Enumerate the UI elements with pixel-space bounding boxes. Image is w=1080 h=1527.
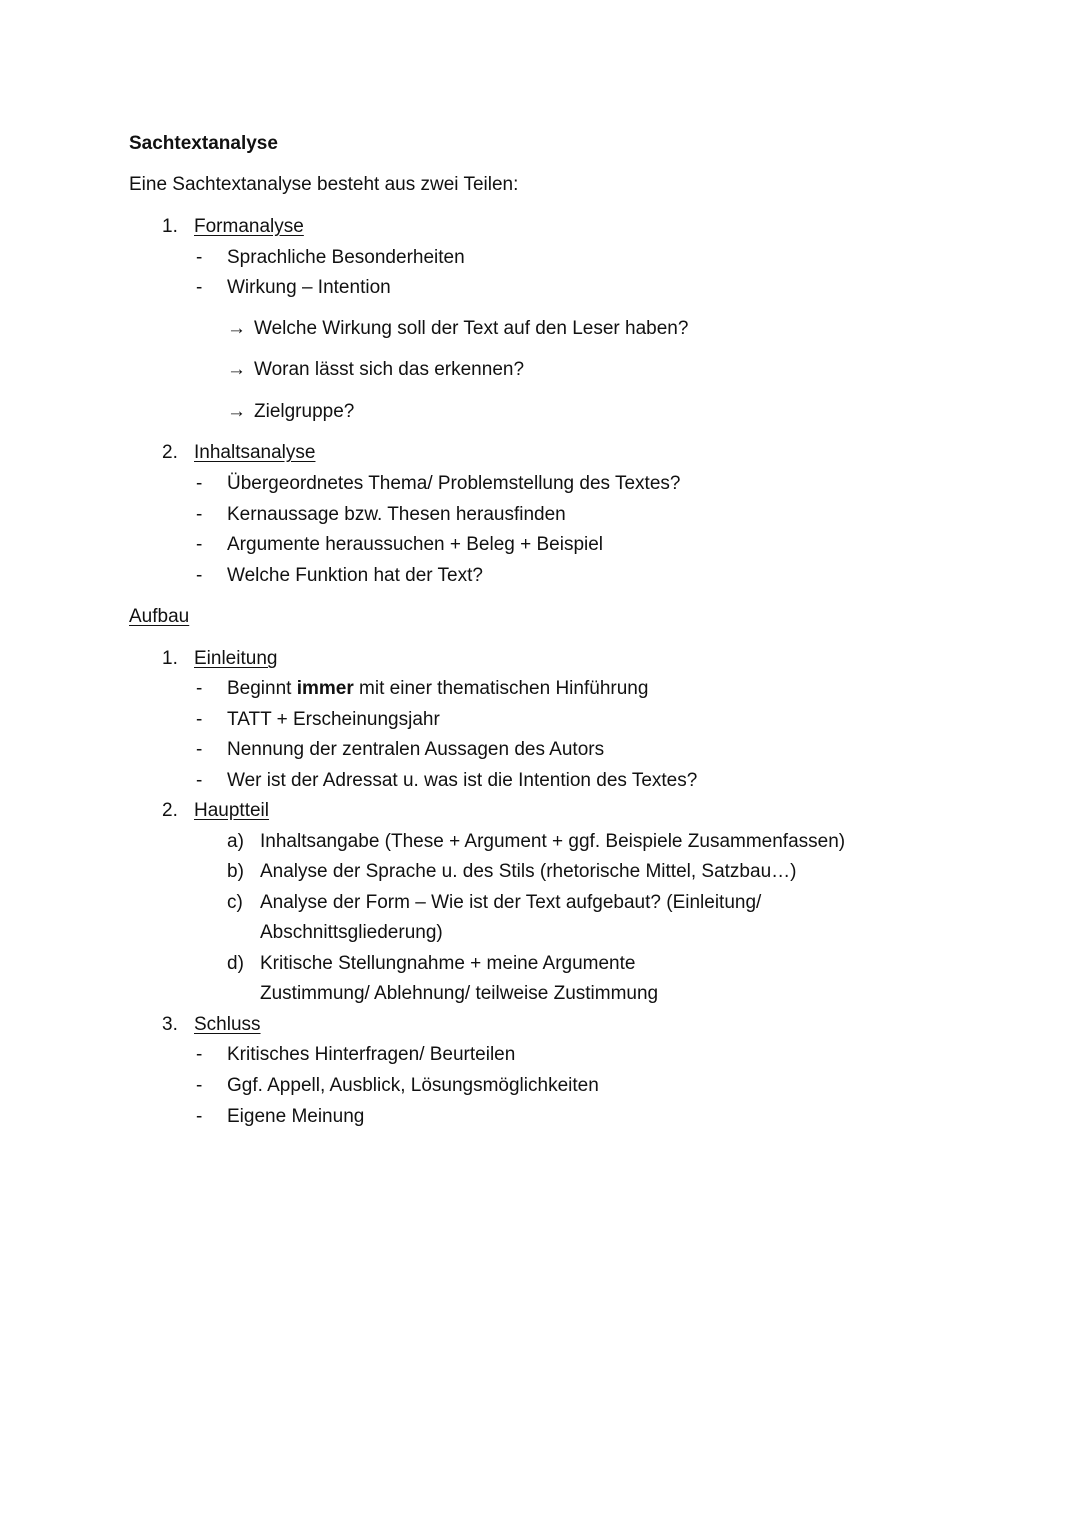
bullet-dash: - [196,1106,203,1127]
list-item: Welche Funktion hat der Text? [227,565,483,586]
list-number: 3. [162,1014,178,1035]
section-heading-inhaltsanalyse: Inhaltsanalyse [194,442,316,463]
bullet-dash: - [196,739,203,760]
arrow-icon: → [227,359,246,380]
section-heading-schluss: Schluss [194,1014,261,1035]
document-title: Sachtextanalyse [129,133,278,154]
list-item: Inhaltsangabe (These + Argument + ggf. Beispiele Zusammenfassen) [260,831,846,852]
arrow-item: Welche Wirkung soll der Text auf den Leser haben? [254,318,689,339]
list-item: Eigene Meinung [227,1106,365,1127]
bullet-dash: - [196,504,203,525]
list-item: Übergeordnetes Thema/ Problemstellung des Textes? [227,473,681,494]
list-number: 1. [162,648,178,669]
list-item: Analyse der Sprache u. des Stils (rhetorische Mittel, Satzbau…) [260,861,797,882]
bullet-dash: - [196,277,203,298]
list-item: Sprachliche Besonderheiten [227,247,465,268]
list-item: TATT + Erscheinungsjahr [227,709,440,730]
list-number: 2. [162,442,178,463]
list-item: Ggf. Appell, Ausblick, Lösungsmöglichkeiten [227,1075,599,1096]
intro-text: Eine Sachtextanalyse besteht aus zwei Teilen: [129,174,519,195]
emphasis-text: immer [296,678,354,699]
bullet-dash: - [196,1044,203,1065]
section-heading-aufbau: Aufbau [129,606,190,627]
list-item-text: Beginnt [227,678,297,699]
bullet-dash: - [196,709,203,730]
list-item: Wirkung – Intention [227,277,391,298]
bullet-dash: - [196,1075,203,1096]
list-item: Nennung der zentralen Aussagen des Autors [227,739,605,760]
list-item-text: mit einer thematischen Hinführung [353,678,649,699]
arrow-item: Woran lässt sich das erkennen? [254,359,525,380]
section-heading-formanalyse: Formanalyse [194,216,304,237]
list-number: 2. [162,800,178,821]
item-letter: c) [227,892,243,913]
arrow-item: Zielgruppe? [254,401,355,422]
bullet-dash: - [196,247,203,268]
list-item: Kernaussage bzw. Thesen herausfinden [227,504,566,525]
bullet-dash: - [196,473,203,494]
list-number: 1. [162,216,178,237]
section-heading-einleitung: Einleitung [194,648,278,669]
list-item [227,678,648,700]
item-letter: d) [227,953,244,974]
bullet-dash: - [196,534,203,555]
bullet-dash: - [196,565,203,586]
bullet-dash: - [196,770,203,791]
list-item: Wer ist der Adressat u. was ist die Intention des Textes? [227,770,698,791]
list-item: Kritische Stellungnahme + meine Argumente [260,953,636,974]
arrow-icon: → [227,318,246,339]
list-item: Argumente heraussuchen + Beleg + Beispiel [227,534,604,555]
item-letter: b) [227,861,244,882]
list-item: Analyse der Form – Wie ist der Text aufgebaut? (Einleitung/ [260,892,762,913]
bullet-dash: - [196,678,203,699]
section-heading-hauptteil: Hauptteil [194,800,269,821]
list-item-continuation: Abschnittsgliederung) [260,922,443,943]
arrow-icon: → [227,401,246,422]
list-item-continuation: Zustimmung/ Ablehnung/ teilweise Zustimmung [260,983,659,1004]
list-item: Kritisches Hinterfragen/ Beurteilen [227,1044,516,1065]
item-letter: a) [227,831,244,852]
